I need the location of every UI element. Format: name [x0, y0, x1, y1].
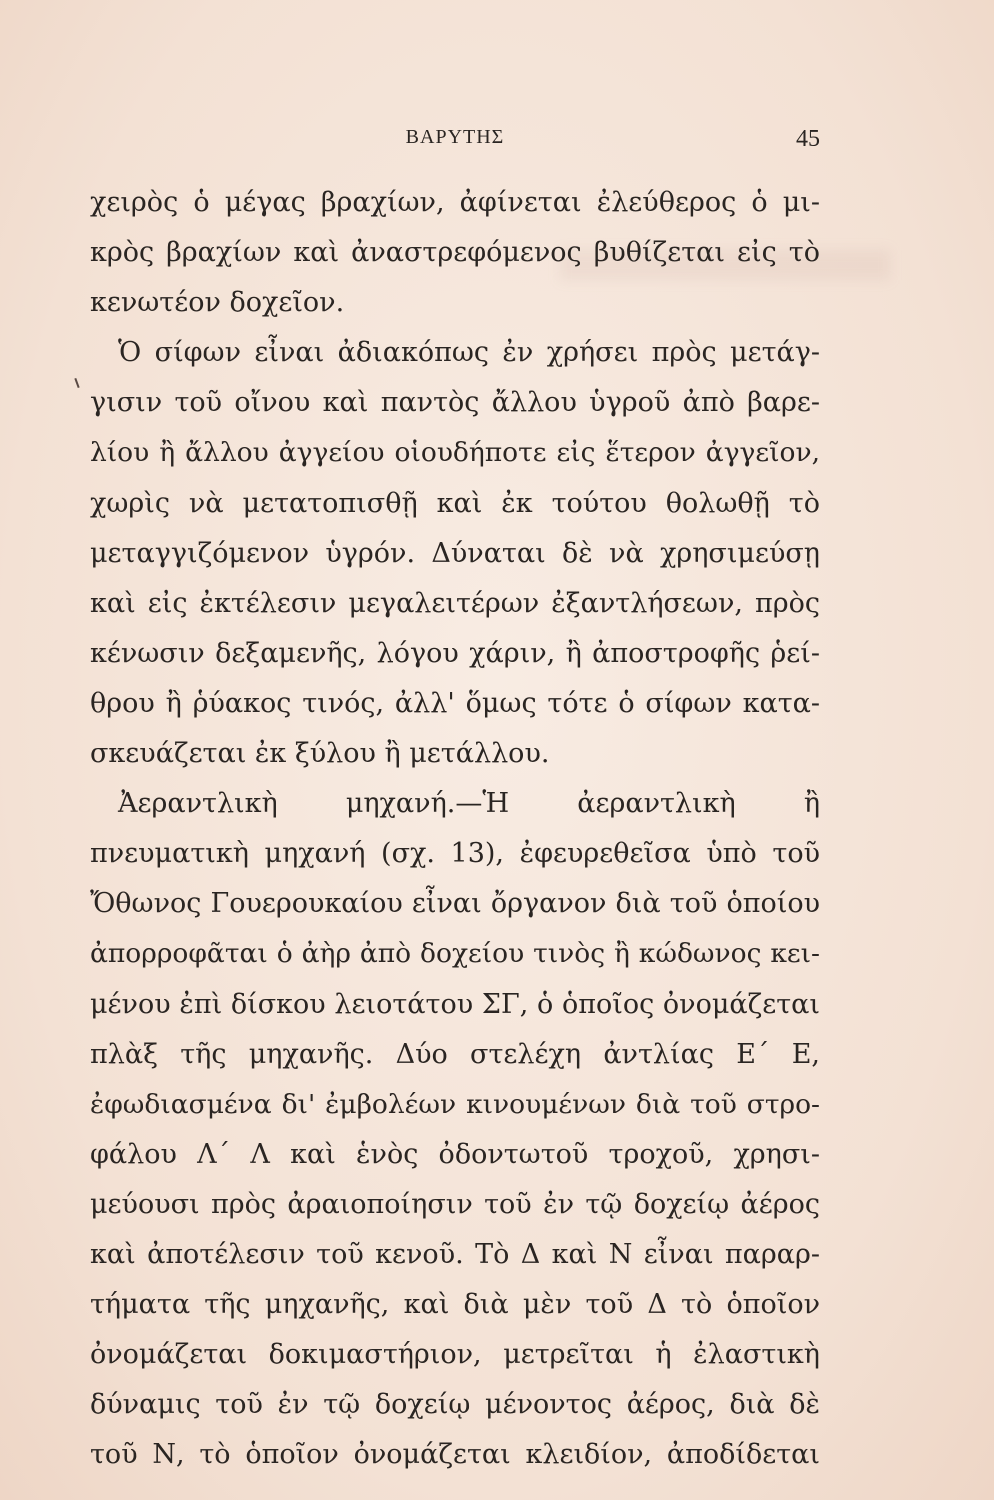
text-line: τοῦ Ν, τὸ ὁποῖον ὀνομάζεται κλειδίον, ἀποδίδεται [90, 1439, 820, 1471]
text-line: θρου ἢ ῥύακος τινός, ἀλλ' ὅμως τότε ὁ σίφων κατα- [90, 687, 820, 719]
text-line: φάλου Λ΄ Λ καὶ ἑνὸς ὀδοντωτοῦ τροχοῦ, χρησι- [90, 1138, 820, 1170]
text-line: ὀνομάζεται δοκιμαστήριον, μετρεῖται ἡ ἐλαστικὴ [90, 1339, 820, 1371]
text-line: μεύουσι πρὸς ἀραιοποίησιν τοῦ ἐν τῷ δοχείῳ ἀέρος [90, 1188, 820, 1220]
text-line: πλὰξ τῆς μηχανῆς. Δύο στελέχη ἀντλίας Ε΄ Ε, [90, 1038, 820, 1070]
margin-mark [74, 378, 79, 388]
text-line: λίου ἢ ἄλλου ἀγγείου οἱουδήποτε εἰς ἕτερον ἀγγεῖον, [90, 437, 820, 469]
text-line: ἀπορροφᾶται ὁ ἀὴρ ἀπὸ δοχείου τινὸς ἢ κώδωνος κει- [90, 938, 820, 970]
body-text [90, 178, 820, 1480]
text-line: κένωσιν δεξαμενῆς, λόγου χάριν, ἢ ἀποστροφῆς ῥεί- [90, 637, 820, 669]
running-title: ΒΑΡΥΤΗΣ [405, 126, 505, 148]
text-line: κρὸς βραχίων καὶ ἀναστρεφόμενος βυθίζεται εἰς τὸ [90, 237, 820, 269]
section-heading-line: Ἀεραντλικὴ μηχανή.—Ἡ ἀεραντλικὴ ἢ [118, 788, 820, 820]
text-line: ἐφωδιασμένα δι' ἐμβολέων κινουμένων διὰ τοῦ στρο- [90, 1088, 820, 1120]
text-line: καὶ εἰς ἐκτέλεσιν μεγαλειτέρων ἐξαντλήσεων, πρὸς [90, 587, 820, 619]
text-line: κενωτέον δοχεῖον. [90, 287, 345, 319]
text-line: χωρὶς νὰ μετατοπισθῇ καὶ ἐκ τούτου θολωθῇ τὸ [90, 487, 820, 519]
text-line: γισιν τοῦ οἴνου καὶ παντὸς ἄλλου ὑγροῦ ἀπὸ βαρε- [90, 387, 820, 419]
text-line: μεταγγιζόμενον ὑγρόν. Δύναται δὲ νὰ χρησιμεύσῃ [90, 537, 820, 569]
text-line: Ὁ σίφων εἶναι ἀδιακόπως ἐν χρήσει πρὸς μετάγ- [118, 337, 820, 369]
text-line: καὶ ἀποτέλεσιν τοῦ κενοῦ. Τὸ Δ καὶ Ν εἶναι παραρ- [90, 1238, 820, 1270]
page-number: 45 [796, 126, 820, 152]
text-line: Ὄθωνος Γουερουκαίου εἶναι ὄργανον διὰ τοῦ ὁποίου [90, 888, 820, 920]
text-line: πνευματικὴ μηχανή (σχ. 13), ἐφευρεθεῖσα ὑπὸ τοῦ [90, 838, 820, 870]
text-line: χειρὸς ὁ μέγας βραχίων, ἀφίνεται ἐλεύθερος ὁ μι- [90, 187, 820, 218]
page-header [90, 118, 820, 158]
text-line: σκευάζεται ἐκ ξύλου ἢ μετάλλου. [90, 738, 550, 770]
text-line: τήματα τῆς μηχανῆς, καὶ διὰ μὲν τοῦ Δ τὸ ὁποῖον [90, 1289, 820, 1321]
text-line: μένου ἐπὶ δίσκου λειοτάτου ΣΓ, ὁ ὁποῖος ὀνομάζεται [90, 988, 820, 1020]
text-line: δύναμις τοῦ ἐν τῷ δοχείῳ μένοντος ἀέρος, διὰ δὲ [90, 1389, 820, 1421]
